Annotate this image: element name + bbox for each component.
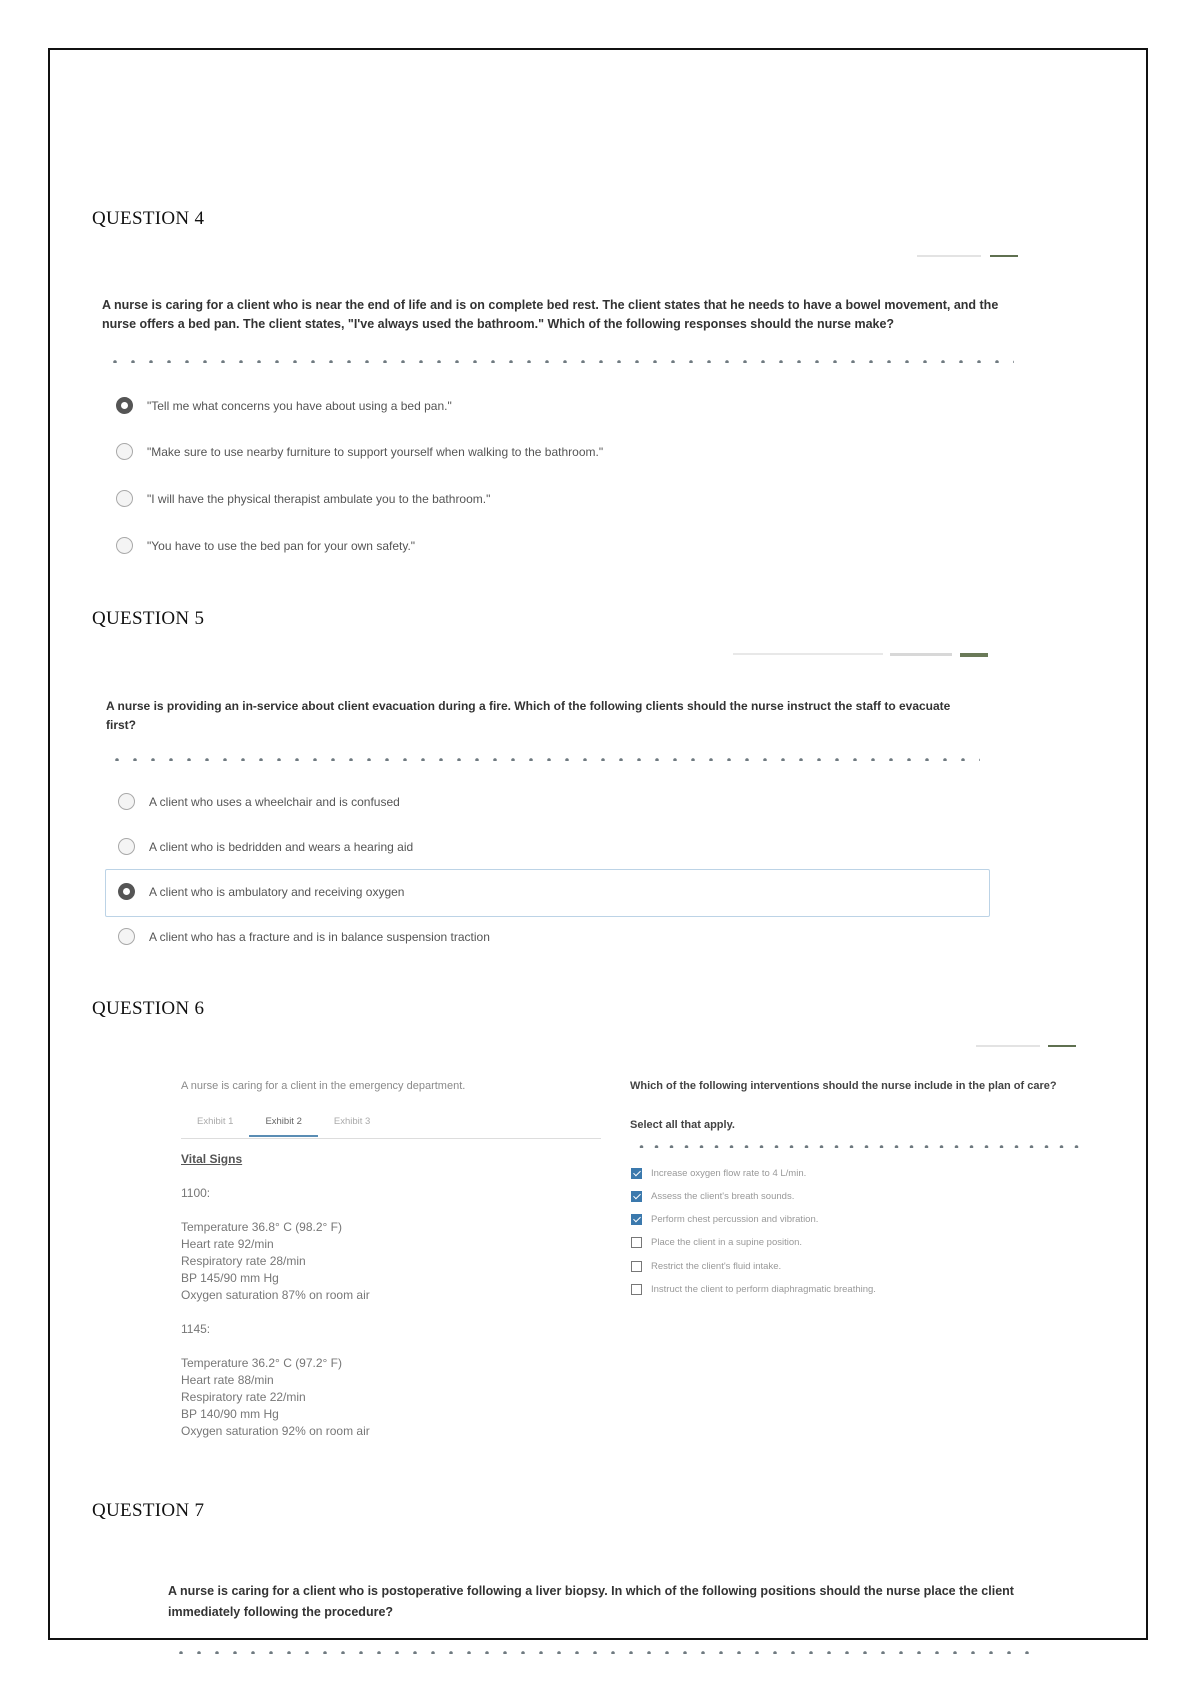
q6-option-4[interactable] (631, 1237, 802, 1248)
radio-selected-icon[interactable] (118, 883, 135, 900)
q6-option-1-label: Increase oxygen flow rate to 4 L/min. (651, 1168, 807, 1179)
checkbox-icon[interactable] (631, 1261, 642, 1272)
q5-option-4-label: A client who has a fracture and is in balance suspension traction (149, 929, 490, 944)
decorative-line (890, 653, 952, 656)
question-7-stem: A nurse is caring for a client who is postoperative following a liver biopsy. In which of the following positions should the nurse place the client immediately following the procedure? (168, 1584, 1014, 1619)
q6-option-2-label: Assess the client's breath sounds. (651, 1191, 795, 1202)
tab-exhibit-1[interactable]: Exhibit 1 (197, 1116, 234, 1127)
q4-option-4[interactable] (116, 537, 415, 554)
q4-option-3-label: "I will have the physical therapist ambulate you to the bathroom." (147, 491, 491, 506)
checkbox-checked-icon[interactable] (631, 1168, 642, 1179)
q6-option-6-label: Instruct the client to perform diaphragmatic breathing. (651, 1284, 876, 1295)
q4-option-4-label: "You have to use the bed pan for your own safety." (147, 538, 416, 553)
radio-icon[interactable] (118, 793, 135, 810)
radio-icon[interactable] (116, 490, 133, 507)
checkbox-icon[interactable] (631, 1237, 642, 1248)
q6-option-4-label: Place the client in a supine position. (651, 1237, 803, 1248)
checkbox-checked-icon[interactable] (631, 1214, 642, 1225)
dotted-divider (106, 359, 1014, 363)
radio-selected-icon[interactable] (116, 397, 133, 414)
select-all-instruction: Select all that apply. (630, 1119, 735, 1131)
exhibit-tabs (181, 1116, 386, 1137)
vital-line: Oxygen saturation 92% on room air (181, 1424, 370, 1438)
q6-option-3-label: Perform chest percussion and vibration. (651, 1214, 819, 1225)
vital-line: Temperature 36.8° C (98.2° F) (181, 1220, 342, 1234)
q5-option-2[interactable] (118, 838, 413, 855)
vital-line: BP 140/90 mm Hg (181, 1407, 279, 1421)
radio-icon[interactable] (116, 443, 133, 460)
checkbox-icon[interactable] (631, 1284, 642, 1295)
radio-icon[interactable] (118, 838, 135, 855)
question-5-stem: A nurse is providing an in-service about client evacuation during a fire. Which of the following clients should the nurse instruct the staff to evacuate first? (106, 699, 951, 732)
checkbox-checked-icon[interactable] (631, 1191, 642, 1202)
vital-line: Heart rate 88/min (181, 1373, 274, 1387)
question-4-heading: QUESTION 4 (92, 208, 205, 229)
dotted-divider (634, 1144, 1080, 1148)
decorative-line (917, 255, 981, 257)
question-6-stem: Which of the following interventions should the nurse include in the plan of care? (630, 1080, 1057, 1092)
vital-signs-title: Vital Signs (181, 1152, 243, 1166)
question-5-heading: QUESTION 5 (92, 608, 205, 629)
radio-icon[interactable] (116, 537, 133, 554)
vital-line: Respiratory rate 22/min (181, 1390, 306, 1404)
decorative-line (990, 255, 1018, 257)
decorative-line (976, 1045, 1040, 1047)
q6-option-3[interactable] (631, 1214, 818, 1225)
dotted-divider (172, 1650, 1042, 1654)
q4-option-2[interactable] (116, 443, 603, 460)
q4-option-2-label: "Make sure to use nearby furniture to support yourself when walking to the bathroom." (147, 444, 604, 459)
tab-exhibit-3[interactable]: Exhibit 3 (333, 1116, 371, 1127)
vital-line: Heart rate 92/min (181, 1237, 274, 1251)
dotted-divider (108, 757, 980, 761)
question-6-heading: QUESTION 6 (92, 998, 205, 1019)
q6-option-5-label: Restrict the client's fluid intake. (651, 1261, 782, 1272)
q5-option-1-label: A client who uses a wheelchair and is confused (149, 794, 400, 809)
decorative-line (960, 653, 988, 657)
q4-option-1[interactable] (116, 397, 452, 414)
vital-line: Respiratory rate 28/min (181, 1254, 306, 1268)
vital-signs-block (181, 1355, 370, 1440)
decorative-line (1048, 1045, 1076, 1047)
q6-option-6[interactable] (631, 1284, 876, 1295)
question-4-stem: A nurse is caring for a client who is near the end of life and is on complete bed rest. The client states that he needs to have a bowel movement, and the nurse offers a bed pan. The client states, "I've always used the bathroom." Which of the following responses should the nurse make? (102, 298, 999, 331)
q5-option-2-label: A client who is bedridden and wears a hearing aid (149, 839, 414, 854)
q4-option-1-label: "Tell me what concerns you have about using a bed pan." (147, 398, 452, 413)
q5-option-3-label: A client who is ambulatory and receiving oxygen (149, 884, 405, 899)
q5-option-1[interactable] (118, 793, 400, 810)
q6-scenario: A nurse is caring for a client in the emergency department. (181, 1080, 466, 1092)
q6-option-2[interactable] (631, 1191, 794, 1202)
decorative-line (733, 653, 883, 655)
q4-option-3[interactable] (116, 490, 490, 507)
radio-icon[interactable] (118, 928, 135, 945)
q6-option-1[interactable] (631, 1168, 806, 1179)
tab-exhibit-2[interactable]: Exhibit 2 (249, 1116, 317, 1137)
question-7-heading: QUESTION 7 (92, 1500, 205, 1521)
tab-underline (181, 1138, 601, 1139)
reading-time: 1145: (181, 1322, 211, 1336)
q5-option-3[interactable] (118, 883, 404, 900)
vital-line: Temperature 36.2° C (97.2° F) (181, 1356, 342, 1370)
reading-time: 1100: (181, 1186, 211, 1200)
q6-option-5[interactable] (631, 1261, 781, 1272)
vital-line: BP 145/90 mm Hg (181, 1271, 279, 1285)
vital-signs-block (181, 1219, 370, 1304)
vital-line: Oxygen saturation 87% on room air (181, 1288, 370, 1302)
q5-option-4[interactable] (118, 928, 490, 945)
